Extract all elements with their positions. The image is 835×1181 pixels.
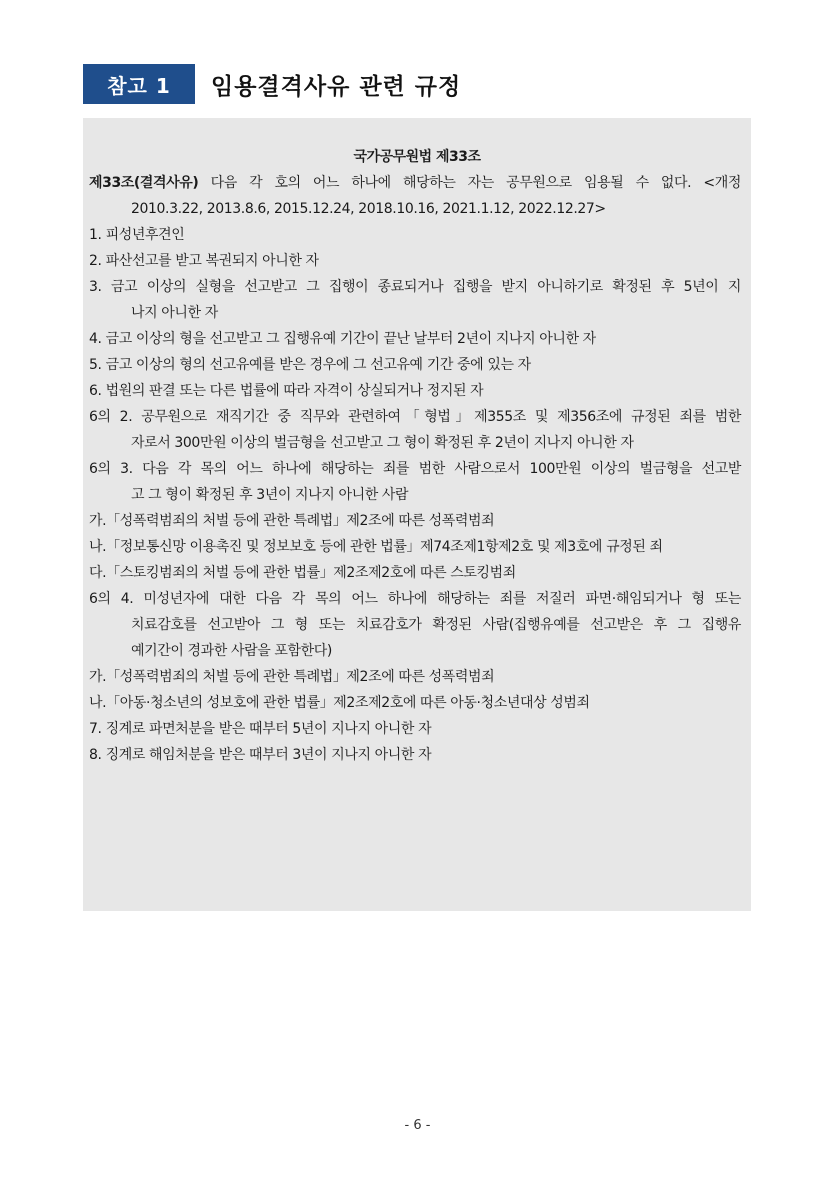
clause-line: 8. 징계로 해임처분을 받은 때부터 3년이 지나지 아니한 자 bbox=[89, 747, 432, 763]
clause-line: 나.「아동·청소년의 성보호에 관한 법률」제2조제2호에 따른 아동·청소년대상 성범죄 bbox=[89, 695, 590, 711]
clause-line: 예기간이 경과한 사람을 포함한다) bbox=[131, 643, 332, 659]
section-header bbox=[83, 64, 461, 104]
clause-line: 5. 금고 이상의 형의 선고유예를 받은 경우에 그 선고유예 기간 중에 있는 자 bbox=[89, 357, 531, 373]
article-continuation: 2010.3.22, 2013.8.6, 2015.12.24, 2018.10.16, 2021.1.12, 2022.12.27> bbox=[131, 201, 606, 217]
section-title: 임용결격사유 관련 규정 bbox=[211, 73, 462, 100]
clause-line: 다.「스토킹범죄의 처벌 등에 관한 법률」제2조제2호에 따른 스토킹범죄 bbox=[89, 565, 516, 581]
clause-line: 가.「성폭력범죄의 처벌 등에 관한 특례법」제2조에 따른 성폭력범죄 bbox=[89, 669, 495, 685]
reference-badge: 참고 1 bbox=[83, 64, 195, 104]
clause-line: 고 그 형이 확정된 후 3년이 지나지 아니한 사람 bbox=[131, 487, 409, 503]
clause-line: 치료감호를 선고받아 그 형 또는 치료감호가 확정된 사람(집행유예를 선고받은 후 그 집행유 bbox=[131, 617, 741, 633]
law-panel bbox=[83, 118, 751, 911]
clause-line: 6의 4. 미성년자에 대한 다음 각 목의 어느 하나에 해당하는 죄를 저질러 파면·해임되거나 형 또는 bbox=[89, 591, 741, 607]
clause-line: 자로서 300만원 이상의 벌금형을 선고받고 그 형이 확정된 후 2년이 지나지 아니한 자 bbox=[131, 435, 634, 451]
page-number: - 6 - bbox=[404, 1118, 431, 1133]
clause-line: 6의 3. 다음 각 목의 어느 하나에 해당하는 죄를 범한 사람으로서 100만원 이상의 벌금형을 선고받 bbox=[89, 461, 741, 477]
clause-line: 3. 금고 이상의 실형을 선고받고 그 집행이 종료되거나 집행을 받지 아니하기로 확정된 후 5년이 지 bbox=[89, 279, 741, 295]
clause-line: 나.「정보통신망 이용촉진 및 정보보호 등에 관한 법률」제74조제1항제2호 및 제3호에 규정된 죄 bbox=[89, 539, 663, 555]
law-title: 국가공무원법 제33조 bbox=[353, 149, 481, 165]
article-heading-line bbox=[89, 170, 741, 196]
clause-line: 가.「성폭력범죄의 처벌 등에 관한 특례법」제2조에 따른 성폭력범죄 bbox=[89, 513, 495, 529]
clause-line: 7. 징계로 파면처분을 받은 때부터 5년이 지나지 아니한 자 bbox=[89, 721, 432, 737]
clause-line: 1. 피성년후견인 bbox=[89, 227, 185, 243]
clause-line: 6의 2. 공무원으로 재직기간 중 직무와 관련하여「형법」제355조 및 제356조에 규정된 죄를 범한 bbox=[89, 409, 741, 425]
law-content bbox=[89, 170, 741, 768]
clause-line: 6. 법원의 판결 또는 다른 법률에 따라 자격이 상실되거나 정지된 자 bbox=[89, 383, 484, 399]
article-text: 다음 각 호의 어느 하나에 해당하는 자는 공무원으로 임용될 수 없다. <개정 bbox=[198, 175, 741, 191]
clause-line: 4. 금고 이상의 형을 선고받고 그 집행유예 기간이 끝난 날부터 2년이 지나지 아니한 자 bbox=[89, 331, 596, 347]
article-heading: 제33조(결격사유) bbox=[89, 175, 199, 191]
clause-line: 2. 파산선고를 받고 복권되지 아니한 자 bbox=[89, 253, 319, 269]
clause-line: 나지 아니한 자 bbox=[131, 305, 218, 321]
